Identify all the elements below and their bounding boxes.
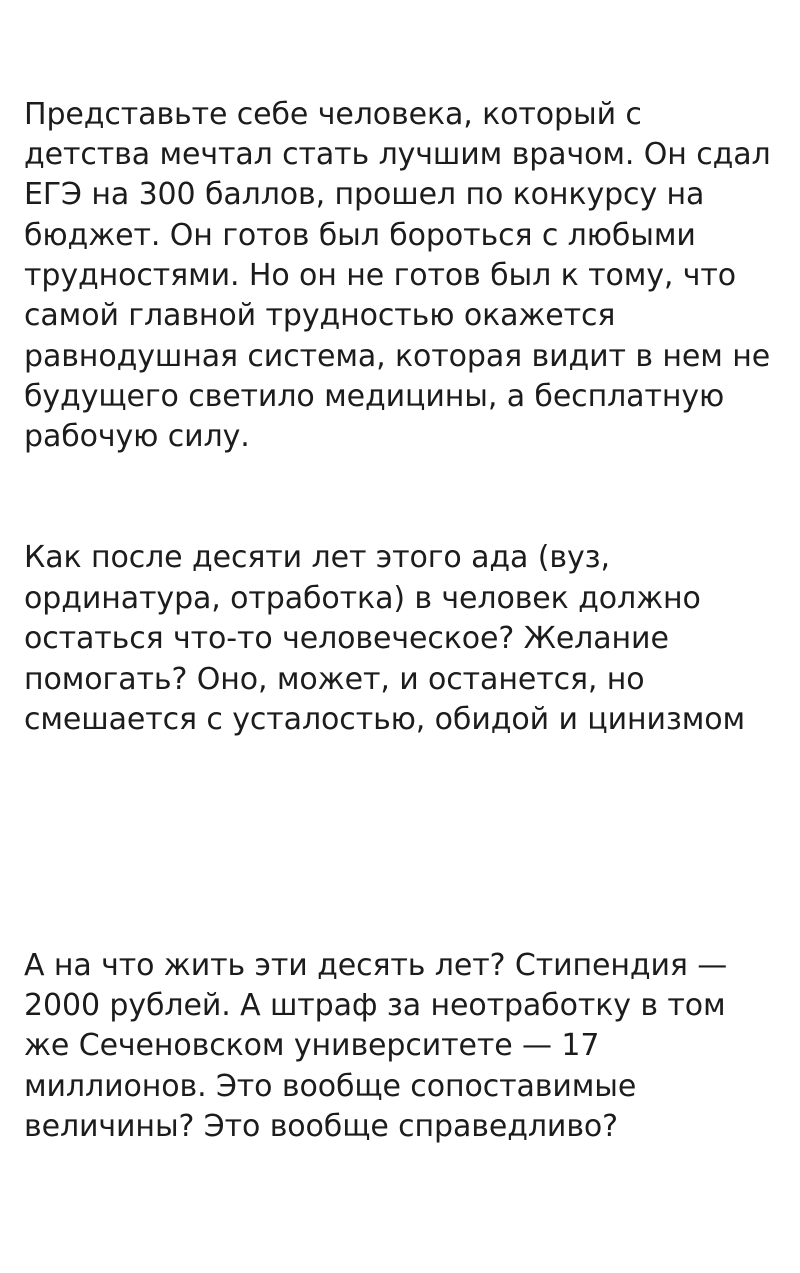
paragraph-2: Как после десяти лет этого ада (вуз, ординатура, отработка) в человек должно остаться что-то человеческое? Желание помогать? Оно, может, и останется, но смешается с усталостью, обидой и цинизмом: [24, 540, 746, 737]
paragraph-1: Представьте себе человека, который с детства мечтал стать лучшим врачом. Он сдал ЕГЭ на 300 баллов, прошел по конкурсу на бюджет. Он готов был бороться с любыми трудностями. Но он не готов был к тому, что самой главной трудностью окажется равнодушная система, которая видит в нем не будущего светило медицины, а бесплатную рабочую силу.: [24, 96, 781, 455]
post-text-body: [24, 14, 781, 1228]
paragraph-spacer: [24, 821, 776, 865]
paragraph-3: А на что жить эти десять лет? Стипендия — 2000 рублей. А штраф за неотработку в том же Сеченовском университете — 17 миллионов. Это вообще сопоставимые величины? Это вообще справедливо?: [24, 947, 737, 1144]
